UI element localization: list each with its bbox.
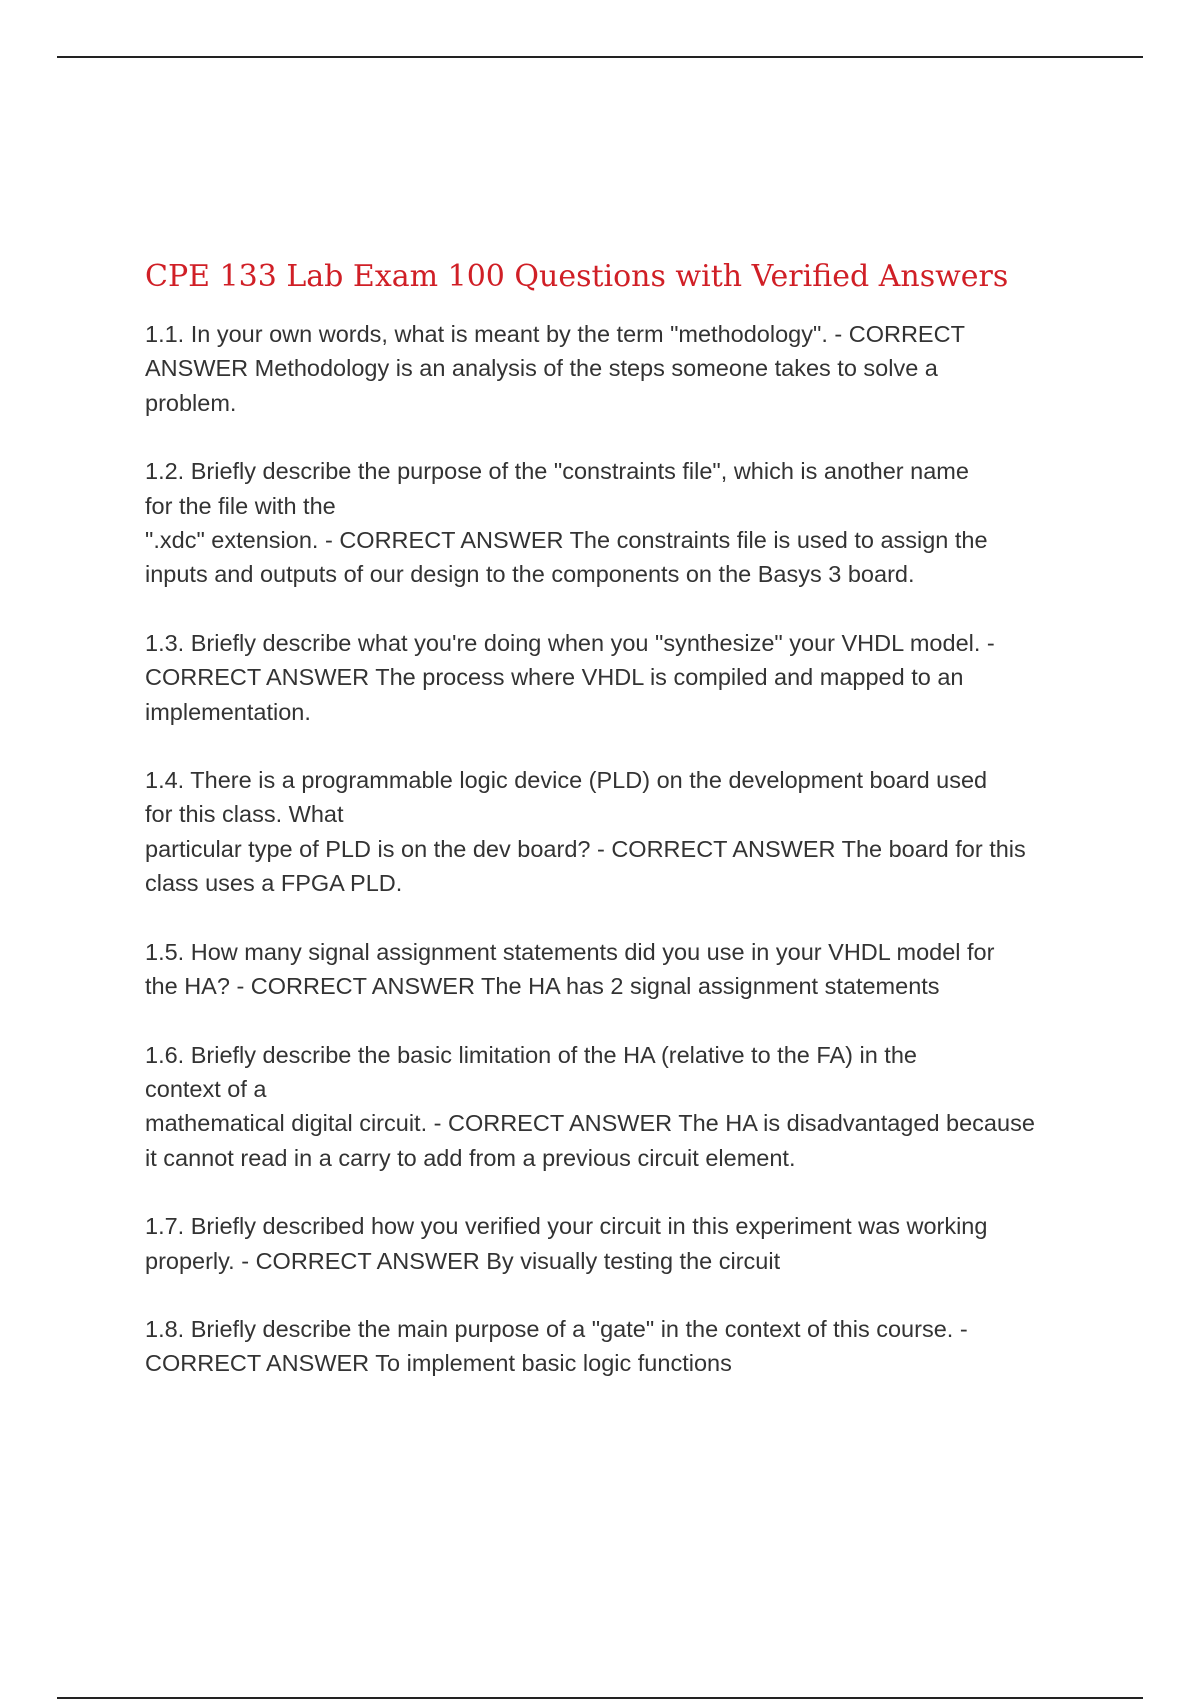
qa-line: it cannot read in a carry to add from a previous circuit element.: [145, 1144, 796, 1171]
qa-item-1-7: [145, 1209, 1095, 1278]
qa-line: ".xdc" extension. - CORRECT ANSWER The constraints file is used to assign the: [145, 527, 988, 554]
qa-line: 1.4. There is a programmable logic device (PLD) on the development board used: [145, 767, 988, 794]
qa-line: context of a: [145, 1075, 267, 1102]
qa-line: 1.1. In your own words, what is meant by the term "methodology". - CORRECT: [145, 321, 965, 347]
qa-line: implementation.: [145, 698, 311, 725]
qa-line: 1.2. Briefly describe the purpose of the "constraints file", which is another name: [145, 458, 969, 485]
qa-line: the HA? - CORRECT ANSWER The HA has 2 signal assignment statements: [145, 973, 940, 1000]
qa-item-1-2: [145, 454, 1095, 592]
qa-item-1-3: [145, 626, 1095, 729]
qa-line: properly. - CORRECT ANSWER By visually testing the circuit: [145, 1247, 781, 1274]
qa-line: particular type of PLD is on the dev board? - CORRECT ANSWER The board for this: [145, 835, 1026, 862]
qa-line: CORRECT ANSWER The process where VHDL is compiled and mapped to an: [145, 664, 964, 691]
qa-line: for this class. What: [145, 801, 344, 828]
footer-rule: [57, 1697, 1143, 1699]
qa-line: CORRECT ANSWER To implement basic logic functions: [145, 1350, 732, 1377]
qa-line: 1.6. Briefly describe the basic limitation of the HA (relative to the FA) in the: [145, 1041, 917, 1068]
header-rule: [57, 56, 1143, 58]
qa-item-1-6: [145, 1038, 1095, 1176]
qa-item-1-4: [145, 763, 1095, 901]
qa-line: class uses a FPGA PLD.: [145, 870, 403, 897]
document-body: [145, 255, 1095, 1415]
document-title: CPE 133 Lab Exam 100 Questions with Verified Answers: [145, 259, 1009, 294]
qa-item-1-8: [145, 1312, 1095, 1381]
qa-line: 1.8. Briefly describe the main purpose of a "gate" in the context of this course. -: [145, 1315, 968, 1342]
qa-line: 1.3. Briefly describe what you're doing when you "synthesize" your VHDL model. -: [145, 629, 995, 656]
qa-item-1-1: [145, 317, 1095, 420]
qa-item-1-5: [145, 935, 1095, 1004]
qa-line: inputs and outputs of our design to the components on the Basys 3 board.: [145, 561, 915, 588]
qa-line: problem.: [145, 389, 237, 416]
qa-line: 1.5. How many signal assignment statements did you use in your VHDL model for: [145, 938, 995, 965]
qa-line: ANSWER Methodology is an analysis of the steps someone takes to solve a: [145, 355, 938, 382]
qa-line: 1.7. Briefly described how you verified your circuit in this experiment was working: [145, 1213, 988, 1240]
qa-line: for the file with the: [145, 492, 336, 519]
qa-line: mathematical digital circuit. - CORRECT ANSWER The HA is disadvantaged because: [145, 1110, 1035, 1137]
